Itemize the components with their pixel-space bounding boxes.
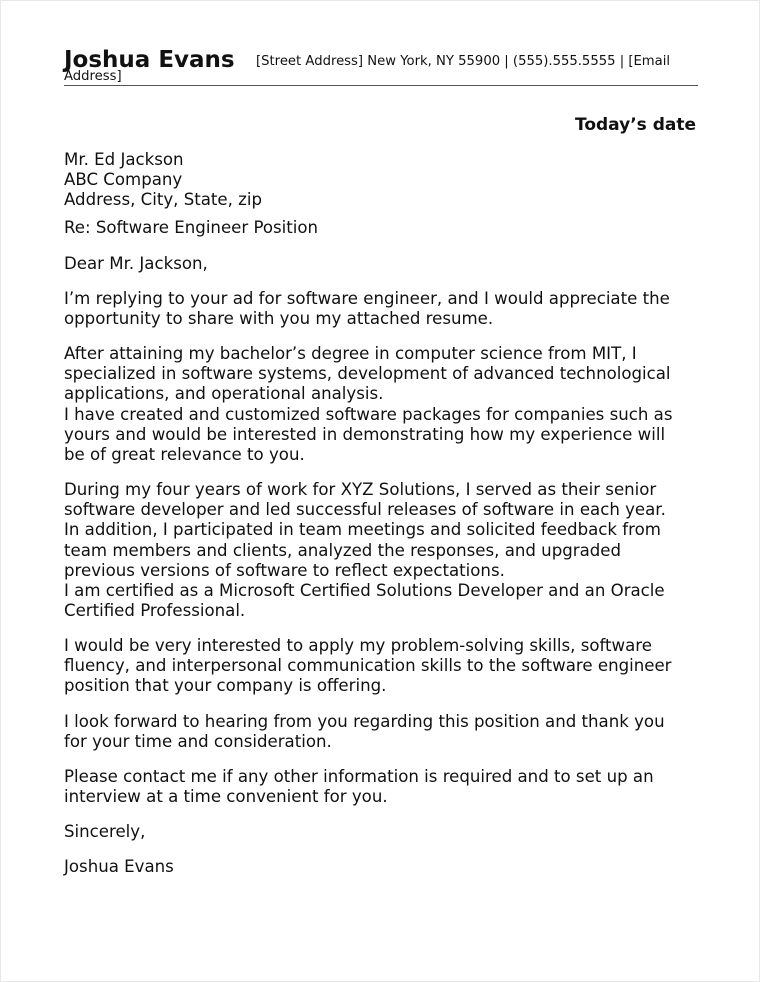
paragraph-line: After attaining my bachelor’s degree in computer science from MIT, I — [64, 344, 637, 363]
paragraph-contact — [64, 767, 704, 807]
paragraph-line: opportunity to share with you my attached resume. — [64, 309, 494, 329]
paragraph-line: In addition, I participated in team meetings and solicited feedback from — [64, 520, 661, 540]
paragraph-thanks — [64, 712, 704, 752]
paragraph-line: applications, and operational analysis. — [64, 384, 384, 404]
paragraph-line: specialized in software systems, development of advanced technological — [64, 364, 671, 384]
recipient-street: Address, City, State, zip — [64, 190, 263, 210]
sender-name: Joshua Evans — [64, 47, 235, 73]
recipient-address — [64, 150, 704, 211]
salutation: Dear Mr. Jackson, — [64, 254, 208, 273]
recipient-company: ABC Company — [64, 170, 183, 190]
paragraph-skills — [64, 636, 704, 697]
paragraph-line: interview at a time convenient for you. — [64, 787, 388, 807]
paragraph-line: position that your company is offering. — [64, 676, 387, 696]
letter-date: Today’s date — [574, 115, 696, 135]
closing: Sincerely, — [64, 822, 146, 841]
paragraph-line: be of great relevance to you. — [64, 445, 305, 465]
subject-line: Re: Software Engineer Position — [64, 218, 319, 237]
paragraph-line: team members and clients, analyzed the responses, and upgraded — [64, 540, 622, 560]
paragraph-line: for your time and consideration. — [64, 732, 332, 752]
paragraph-experience — [64, 480, 704, 621]
recipient-name: Mr. Ed Jackson — [64, 150, 184, 169]
paragraph-line: previous versions of software to reflect expectations. — [64, 560, 505, 580]
paragraph-line: I have created and customized software packages for companies such as — [64, 404, 673, 424]
paragraph-line: I would be very interested to apply my problem-solving skills, software — [64, 636, 652, 655]
paragraph-line: Please contact me if any other information is required and to set up an — [64, 767, 654, 786]
paragraph-line: yours and would be interested in demonstrating how my experience will — [64, 424, 666, 444]
contact-info: [Street Address] New York, NY 55900 | (555).555.5555 | [Email Address] — [64, 54, 671, 84]
paragraph-intro — [64, 289, 704, 329]
signature-name: Joshua Evans — [64, 857, 174, 876]
paragraph-line: I’m replying to your ad for software engineer, and I would appreciate the — [64, 289, 670, 308]
paragraph-education — [64, 344, 704, 465]
paragraph-line: During my four years of work for XYZ Solutions, I served as their senior — [64, 480, 657, 499]
paragraph-line: fluency, and interpersonal communication skills to the software engineer — [64, 656, 672, 676]
paragraph-line: Certified Professional. — [64, 601, 246, 621]
paragraph-line: software developer and led successful releases of software in each year. — [64, 500, 666, 520]
paragraph-line: I look forward to hearing from you regarding this position and thank you — [64, 712, 665, 731]
letter-header — [64, 45, 698, 86]
paragraph-line: I am certified as a Microsoft Certified Solutions Developer and an Oracle — [64, 581, 665, 601]
